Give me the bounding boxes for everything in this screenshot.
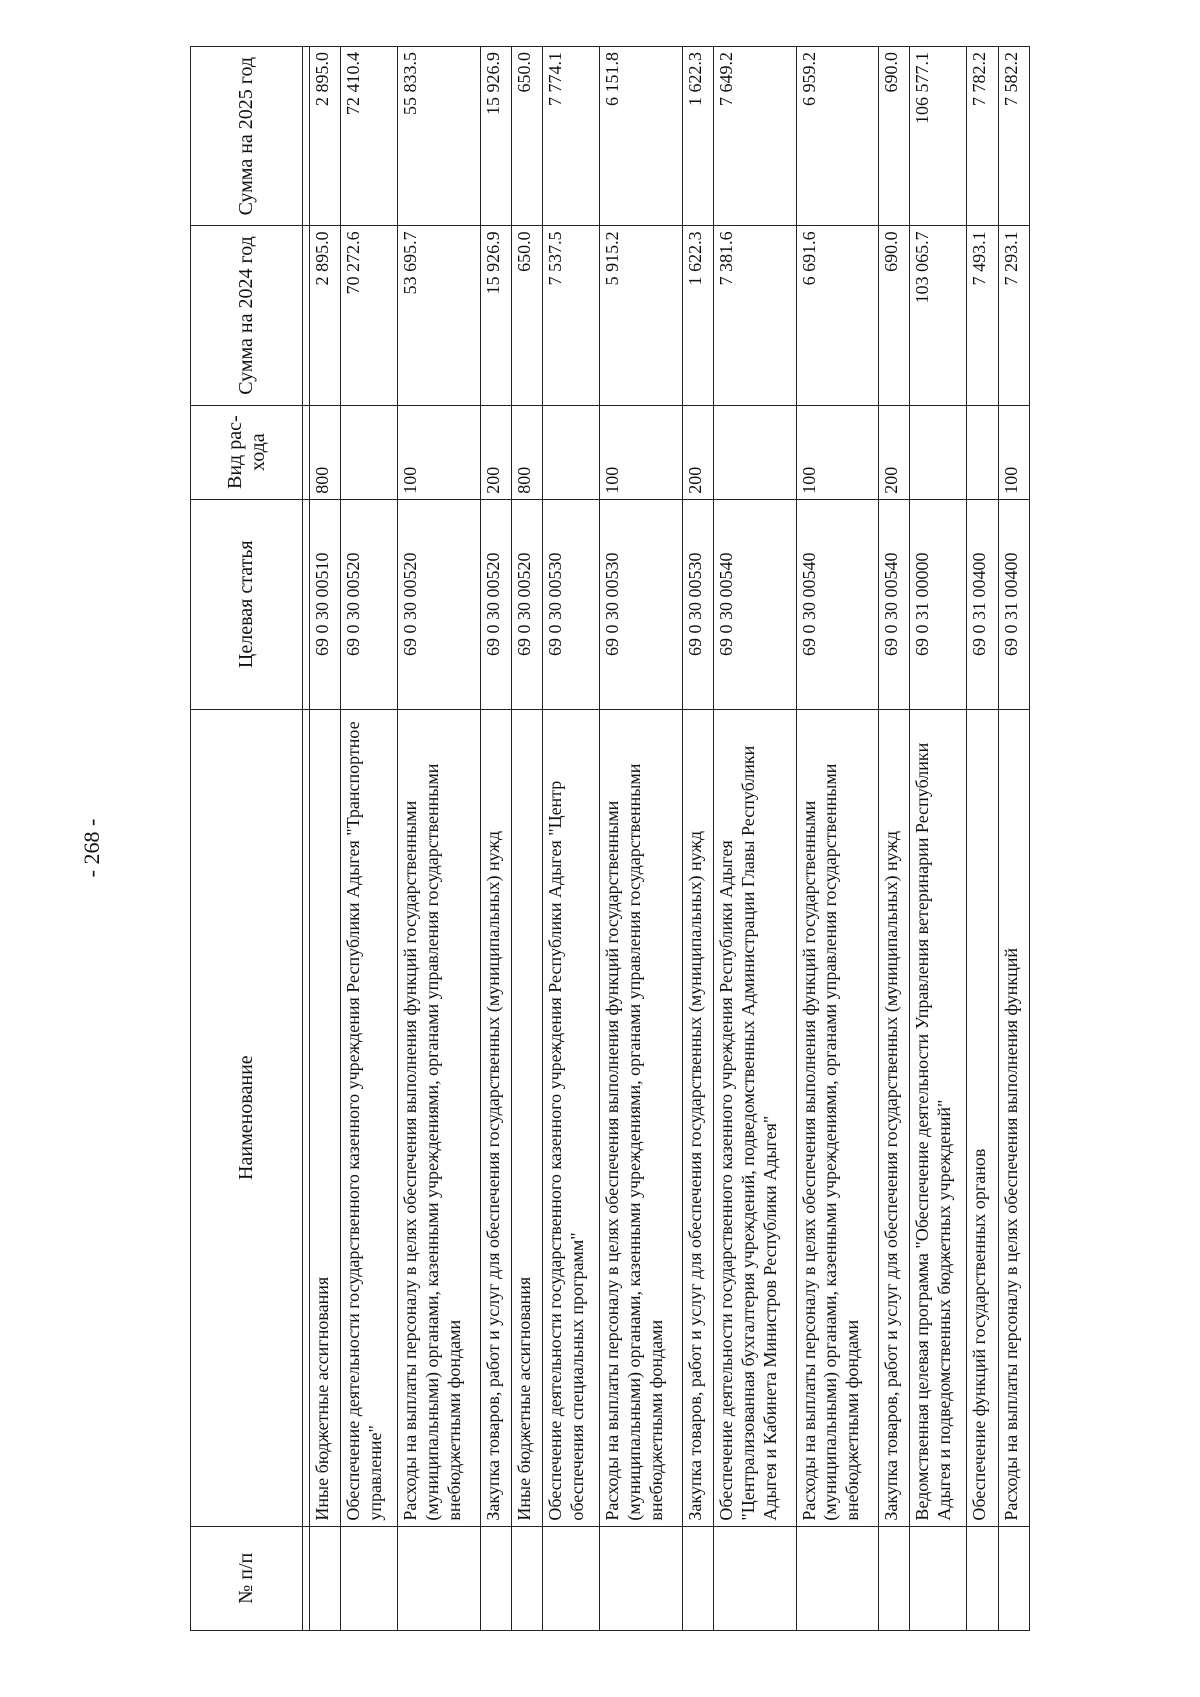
- row-vid-cell: 100: [998, 405, 1029, 499]
- row-num-cell: [878, 1526, 909, 1630]
- table-row: [512, 47, 543, 1631]
- row-vid-cell: [341, 405, 398, 499]
- row-name-cell: Обеспечение деятельности государственного казенного учреждения Республики Адыгея "Центр обеспечения специальных программ": [543, 709, 600, 1526]
- row-name-cell: Обеспечение деятельности государственного казенного учреждения Республики Адыгея "Централизованная бухгалтерия учреждений, подведомственных Администрации Главы Республики Адыгея и Кабинета Министров Республики Адыгея": [714, 709, 796, 1526]
- row-sum-2025-cell: 2 895.0: [310, 47, 341, 226]
- row-name-cell: Ведомственная целевая программа "Обеспечение деятельности Управления ветеринарии Республики Адыгея и подведомственных бюджетных учреждений": [910, 709, 967, 1526]
- row-sum-2025-cell: 72 410.4: [341, 47, 398, 226]
- row-sum-2025-cell: 15 926.9: [480, 47, 511, 226]
- row-sum-2024-cell: 70 272.6: [341, 226, 398, 405]
- table-row: [998, 47, 1029, 1631]
- table-row: [714, 47, 796, 1631]
- row-sum-2024-cell: 7 381.6: [714, 226, 796, 405]
- header-num: № п/п: [191, 1526, 303, 1630]
- row-sum-2024-cell: 15 926.9: [480, 226, 511, 405]
- row-target-cell: 69 0 30 00520: [480, 499, 511, 709]
- row-num-cell: [310, 1526, 341, 1630]
- row-name-cell: Расходы на выплаты персоналу в целях обеспечения выполнения функций государственными (муниципальными) органами, казенными учреждениями, органами управления государственными внебюджетными фондами: [796, 709, 878, 1526]
- table-row: [682, 47, 713, 1631]
- row-sum-2025-cell: 106 577.1: [910, 47, 967, 226]
- table-row: [600, 47, 682, 1631]
- row-vid-cell: 200: [682, 405, 713, 499]
- row-target-cell: 69 0 30 00520: [398, 499, 480, 709]
- row-name-cell: Обеспечение функций государственных органов: [967, 709, 998, 1526]
- row-sum-2025-cell: 690.0: [878, 47, 909, 226]
- row-target-cell: 69 0 30 00530: [600, 499, 682, 709]
- row-sum-2025-cell: 7 782.2: [967, 47, 998, 226]
- row-vid-cell: [910, 405, 967, 499]
- header-gap-row: [303, 47, 310, 1631]
- row-vid-cell: 100: [796, 405, 878, 499]
- row-target-cell: 69 0 30 00530: [543, 499, 600, 709]
- row-name-cell: Иные бюджетные ассигнования: [310, 709, 341, 1526]
- header-target: Целевая статья: [191, 499, 303, 709]
- row-vid-cell: 200: [878, 405, 909, 499]
- row-num-cell: [512, 1526, 543, 1630]
- row-sum-2024-cell: 6 691.6: [796, 226, 878, 405]
- row-target-cell: 69 0 30 00520: [341, 499, 398, 709]
- header-vid: Вид рас-хода: [191, 405, 303, 499]
- row-num-cell: [682, 1526, 713, 1630]
- row-num-cell: [796, 1526, 878, 1630]
- row-num-cell: [714, 1526, 796, 1630]
- row-name-cell: Закупка товаров, работ и услуг для обеспечения государственных (муниципальных) нужд: [480, 709, 511, 1526]
- table-row: [967, 47, 998, 1631]
- table-row: [910, 47, 967, 1631]
- gap-cell: [303, 226, 310, 405]
- row-name-cell: Расходы на выплаты персоналу в целях обеспечения выполнения функций: [998, 709, 1029, 1526]
- row-name-cell: Закупка товаров, работ и услуг для обеспечения государственных (муниципальных) нужд: [878, 709, 909, 1526]
- row-target-cell: 69 0 30 00510: [310, 499, 341, 709]
- row-name-cell: Расходы на выплаты персоналу в целях обеспечения выполнения функций государственными (муниципальными) органами, казенными учреждениями, органами управления государственными внебюджетными фондами: [398, 709, 480, 1526]
- row-sum-2024-cell: 7 493.1: [967, 226, 998, 405]
- row-sum-2025-cell: 7 774.1: [543, 47, 600, 226]
- row-vid-cell: [714, 405, 796, 499]
- gap-cell: [303, 709, 310, 1526]
- row-sum-2025-cell: 6 959.2: [796, 47, 878, 226]
- gap-cell: [303, 47, 310, 226]
- row-vid-cell: 100: [398, 405, 480, 499]
- row-num-cell: [341, 1526, 398, 1630]
- row-sum-2024-cell: 1 622.3: [682, 226, 713, 405]
- table-row: [796, 47, 878, 1631]
- row-target-cell: 69 0 31 00400: [967, 499, 998, 709]
- row-sum-2025-cell: 6 151.8: [600, 47, 682, 226]
- row-vid-cell: 800: [512, 405, 543, 499]
- row-num-cell: [543, 1526, 600, 1630]
- gap-cell: [303, 405, 310, 499]
- row-sum-2024-cell: 53 695.7: [398, 226, 480, 405]
- row-target-cell: 69 0 30 00530: [682, 499, 713, 709]
- table-header-row: [191, 47, 303, 1631]
- table-row: [878, 47, 909, 1631]
- budget-table-sheet: [190, 46, 1030, 1631]
- table-row: [310, 47, 341, 1631]
- table-row: [480, 47, 511, 1631]
- row-sum-2024-cell: 690.0: [878, 226, 909, 405]
- row-vid-cell: [967, 405, 998, 499]
- row-name-cell: Иные бюджетные ассигнования: [512, 709, 543, 1526]
- row-vid-cell: [543, 405, 600, 499]
- row-sum-2024-cell: 650.0: [512, 226, 543, 405]
- row-sum-2025-cell: 650.0: [512, 47, 543, 226]
- row-sum-2024-cell: 2 895.0: [310, 226, 341, 405]
- row-target-cell: 69 0 30 00520: [512, 499, 543, 709]
- gap-cell: [303, 1526, 310, 1630]
- row-target-cell: 69 0 31 00000: [910, 499, 967, 709]
- row-vid-cell: 200: [480, 405, 511, 499]
- row-num-cell: [998, 1526, 1029, 1630]
- row-vid-cell: 800: [310, 405, 341, 499]
- row-sum-2025-cell: 7 649.2: [714, 47, 796, 226]
- row-sum-2024-cell: 7 293.1: [998, 226, 1029, 405]
- row-name-cell: Закупка товаров, работ и услуг для обеспечения государственных (муниципальных) нужд: [682, 709, 713, 1526]
- row-target-cell: 69 0 30 00540: [714, 499, 796, 709]
- budget-table: [190, 46, 1030, 1631]
- row-num-cell: [398, 1526, 480, 1630]
- table-row: [543, 47, 600, 1631]
- row-sum-2025-cell: 55 833.5: [398, 47, 480, 226]
- row-target-cell: 69 0 30 00540: [878, 499, 909, 709]
- row-sum-2024-cell: 5 915.2: [600, 226, 682, 405]
- header-sum-2025: Сумма на 2025 год: [191, 47, 303, 226]
- table-row: [398, 47, 480, 1631]
- row-name-cell: Обеспечение деятельности государственного казенного учреждения Республики Адыгея "Транспортное управление": [341, 709, 398, 1526]
- row-num-cell: [910, 1526, 967, 1630]
- row-num-cell: [480, 1526, 511, 1630]
- row-num-cell: [600, 1526, 682, 1630]
- row-sum-2025-cell: 7 582.2: [998, 47, 1029, 226]
- header-sum-2024: Сумма на 2024 год: [191, 226, 303, 405]
- table-row: [341, 47, 398, 1631]
- page-number: - 268 -: [79, 818, 104, 878]
- row-sum-2024-cell: 7 537.5: [543, 226, 600, 405]
- row-target-cell: 69 0 31 00400: [998, 499, 1029, 709]
- row-vid-cell: 100: [600, 405, 682, 499]
- row-sum-2024-cell: 103 065.7: [910, 226, 967, 405]
- row-target-cell: 69 0 30 00540: [796, 499, 878, 709]
- row-num-cell: [967, 1526, 998, 1630]
- table-body: [303, 47, 1030, 1631]
- header-name: Наименование: [191, 709, 303, 1526]
- row-name-cell: Расходы на выплаты персоналу в целях обеспечения выполнения функций государственными (муниципальными) органами, казенными учреждениями, органами управления государственными внебюджетными фондами: [600, 709, 682, 1526]
- row-sum-2025-cell: 1 622.3: [682, 47, 713, 226]
- gap-cell: [303, 499, 310, 709]
